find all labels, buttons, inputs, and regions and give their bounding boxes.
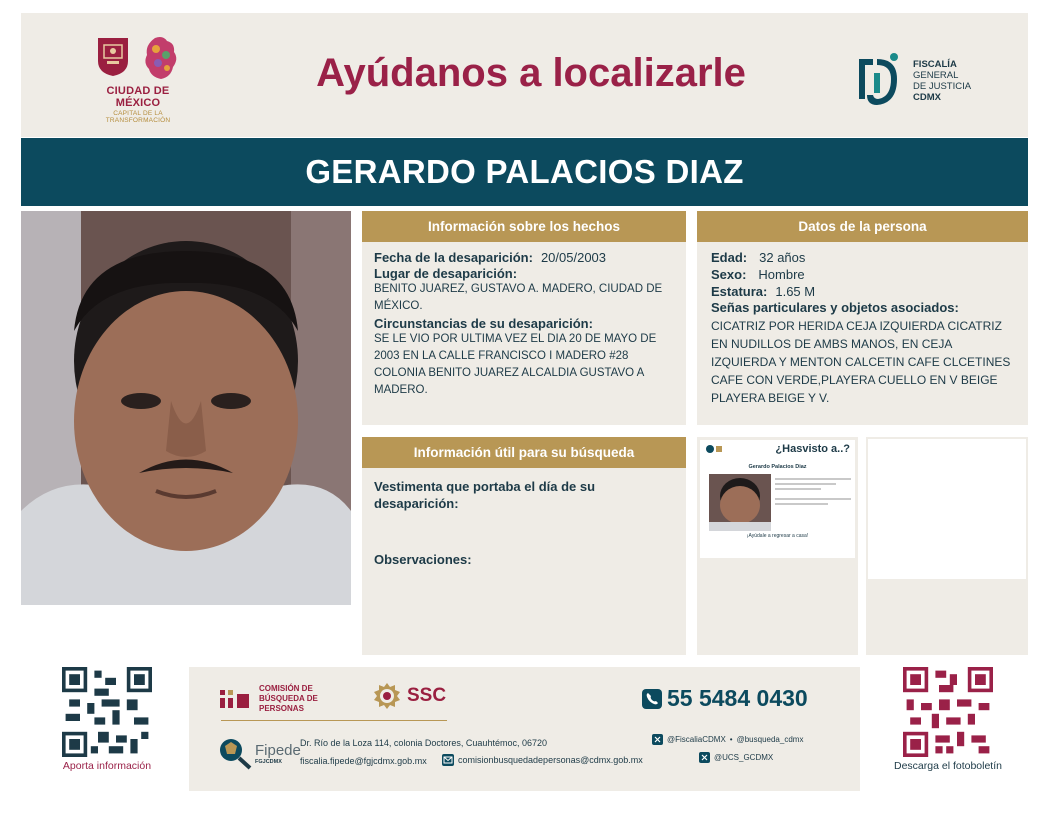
fgj-emblem-icon	[853, 51, 905, 111]
fecha-value: 20/05/2003	[540, 250, 607, 265]
fgj-logo	[853, 46, 993, 116]
fotoboletin-thumbnail	[700, 440, 855, 558]
person-photo	[21, 211, 351, 605]
hechos-heading: Información sobre los hechos	[362, 211, 686, 242]
datos-panel	[697, 211, 1028, 425]
footer-contact	[189, 667, 860, 791]
fgj-line4: CDMX	[913, 92, 941, 103]
blank-panel	[866, 437, 1028, 655]
qr-right-label: Descarga el fotoboletín	[894, 760, 1002, 772]
ssc-logo	[373, 682, 446, 710]
fipede-magnifier-icon	[217, 736, 253, 770]
thumb-cta: ¡Ayúdale a regresar a casa!	[746, 533, 809, 539]
ssc-text: SSC	[407, 685, 447, 706]
lugar-label: Lugar de desaparición:	[374, 266, 518, 281]
edad-value: 32 años	[759, 250, 806, 265]
phone-icon	[642, 689, 662, 709]
address-text: Dr. Río de la Loza 114, colonia Doctores, Cuauhtémoc, 06720	[300, 738, 547, 748]
fipede-logo	[217, 736, 301, 770]
circunstancias-label: Circunstancias de su desaparición:	[374, 316, 593, 331]
senas-value: CICATRIZ POR HERIDA CEJA IZQUIERDA CICATRIZ EN NUDILLOS DE AMBS MANOS, EN CEJA IZQUIERDA Y MENTON CALCETIN CAFE CLCETINES CAFE CON VERDE,PLAYERA CUELLO EN V BEIGE PLAYERA BEIGE Y V.	[711, 319, 1011, 405]
vestimenta-label: Vestimenta que portaba el día de su desaparición:	[374, 479, 596, 511]
comision-logo	[219, 684, 359, 714]
fgj-mini-logo-icon	[705, 444, 723, 454]
datos-heading: Datos de la persona	[697, 211, 1028, 242]
mexico-city-map-icon	[141, 35, 181, 81]
fgj-line1: FISCALÍA	[913, 59, 957, 70]
header	[21, 13, 1028, 137]
blank-white-area	[868, 439, 1026, 579]
ssc-badge-icon	[373, 682, 401, 710]
phone-block[interactable]	[642, 685, 808, 712]
thumb-photo-image	[709, 474, 771, 531]
observaciones-label: Observaciones:	[374, 552, 472, 567]
social-fiscalia[interactable]: @FiscaliaCDMX	[667, 735, 726, 744]
social-busqueda[interactable]: @busqueda_cdmx	[736, 735, 804, 744]
qr-code-aporta-icon[interactable]	[62, 667, 152, 757]
qr-left-label: Aporta información	[62, 760, 152, 772]
sexo-label: Sexo:	[711, 267, 747, 282]
fipede-sub: FGJCDMX	[255, 758, 282, 765]
x-social-icon	[699, 752, 710, 763]
lugar-value: BENITO JUAREZ, GUSTAVO A. MADERO, CIUDAD DE MÉXICO.	[374, 283, 663, 312]
fecha-label: Fecha de la desaparición:	[374, 250, 533, 265]
util-heading: Información útil para su búsqueda	[362, 437, 686, 468]
hechos-panel	[362, 211, 686, 425]
email-icon	[442, 754, 454, 766]
fgj-line3: DE JUSTICIA	[913, 81, 972, 92]
phone-number[interactable]: 55 5484 0430	[667, 685, 808, 711]
comision-text: COMISIÓN DE BÚSQUEDA DE PERSONAS	[259, 684, 318, 713]
util-panel	[362, 437, 686, 655]
person-name-banner: GERARDO PALACIOS DIAZ	[21, 138, 1028, 206]
fipede-name: Fipede	[255, 741, 301, 759]
cdmx-shield-icon	[95, 35, 131, 77]
cdmx-logo	[83, 35, 193, 130]
comision-icon	[219, 688, 251, 710]
senas-label: Señas particulares y objetos asociados:	[711, 300, 959, 315]
cdmx-org-name: CIUDAD DE MÉXICO	[106, 85, 170, 109]
email-comision[interactable]: comisionbusquedadepersonas@cdmx.gob.mx	[458, 755, 643, 765]
email-fipede[interactable]: fiscalia.fipede@fgjcdmx.gob.mx	[300, 756, 427, 766]
estatura-value: 1.65 M	[775, 284, 816, 299]
footer-divider	[221, 720, 447, 721]
edad-label: Edad:	[711, 250, 748, 265]
social-ucs[interactable]: @UCS_GCDMX	[714, 753, 774, 762]
fgj-line2: GENERAL	[913, 70, 959, 81]
x-social-icon	[652, 734, 663, 745]
sexo-value: Hombre	[758, 267, 805, 282]
estatura-label: Estatura:	[711, 284, 768, 299]
thumb-name: Gerardo Palacios Diaz	[748, 464, 807, 470]
thumb-brand: ¿Hasvisto a..?	[775, 443, 850, 455]
cdmx-org-subtitle: CAPITAL DE LA TRANSFORMACIÓN	[105, 110, 171, 124]
social-separator: •	[729, 735, 733, 744]
qr-code-descarga-icon[interactable]	[903, 667, 993, 757]
circunstancias-value: SE LE VIO POR ULTIMA VEZ EL DIA 20 DE MAYO DE 2003 EN LA CALLE FRANCISCO I MADERO #28 COLONIA BENITO JUAREZ ALCALDIA GUSTAVO A MADERO.	[374, 333, 657, 396]
person-portrait-image	[21, 211, 351, 605]
fotoboletin-thumbnail-panel	[697, 437, 858, 655]
page-title: Ayúdanos a localizarle	[316, 51, 746, 95]
